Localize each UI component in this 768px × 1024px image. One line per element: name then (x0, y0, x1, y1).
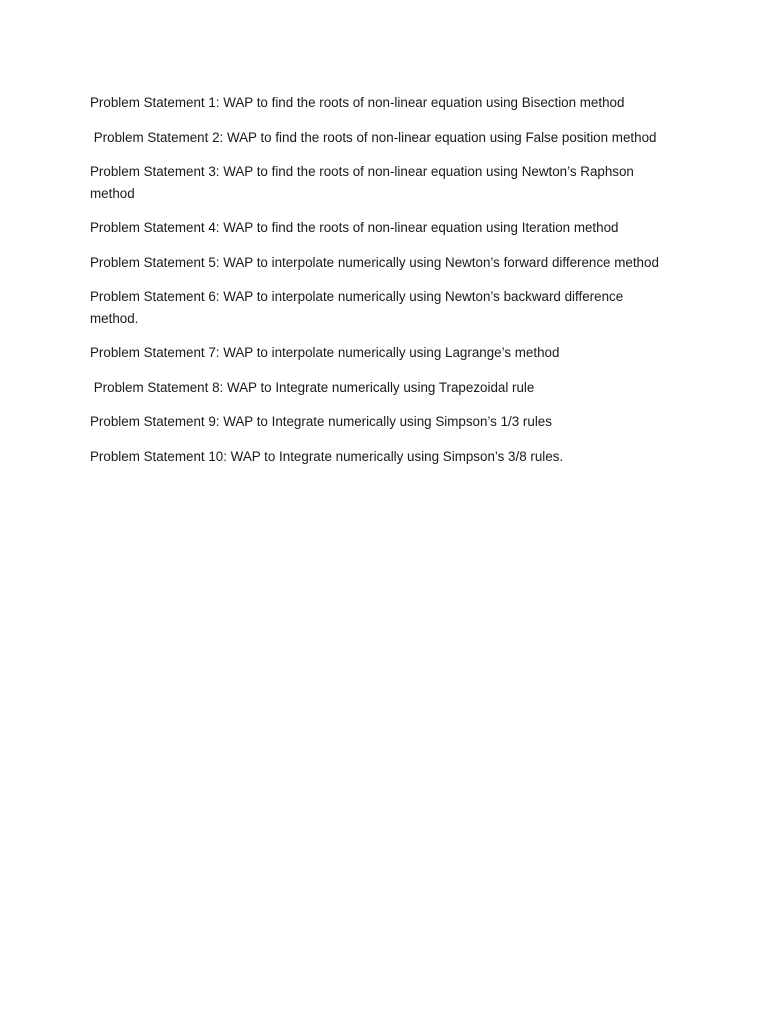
problem-statement-1: Problem Statement 1: WAP to find the roots of non-linear equation using Bisection method (90, 95, 625, 110)
problem-statement-10: Problem Statement 10: WAP to Integrate numerically using Simpson’s 3/8 rules. (90, 448, 564, 464)
problem-statement-9: Problem Statement 9: WAP to Integrate numerically using Simpson’s 1/3 rules (90, 414, 552, 429)
problem-statement-3: Problem Statement 3: WAP to find the roots of non-linear equation using Newton’s Raphson method (90, 164, 638, 201)
problem-statement-4: Problem Statement 4: WAP to find the roots of non-linear equation using Iteration method (90, 220, 619, 235)
problem-statement-7: Problem Statement 7: WAP to interpolate numerically using Lagrange’s method (90, 345, 560, 360)
problem-statement-5: Problem Statement 5: WAP to interpolate numerically using Newton’s forward difference method (90, 254, 659, 270)
document-body (90, 92, 670, 480)
problem-statement-6: Problem Statement 6: WAP to interpolate numerically using Newton’s backward difference method. (90, 289, 627, 326)
problem-statement-8: Problem Statement 8: WAP to Integrate numerically using Trapezoidal rule (90, 379, 535, 395)
problem-statement-2: Problem Statement 2: WAP to find the roots of non-linear equation using False position method (90, 129, 657, 145)
